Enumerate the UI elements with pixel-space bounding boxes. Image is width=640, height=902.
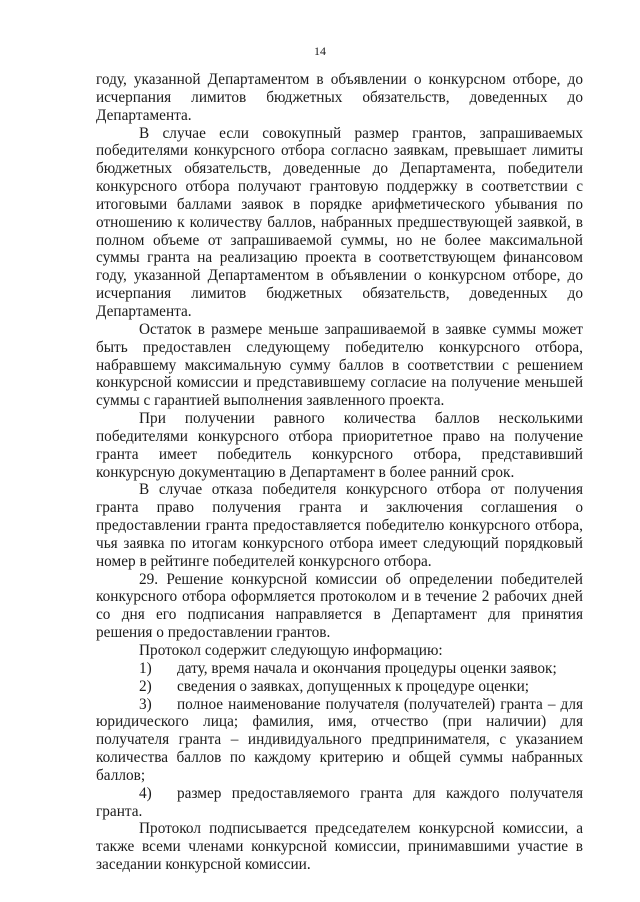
list-item-text: полное наименование получателя (получателей) гранта – для юридического лица; фамилия, имя, отчество (при наличии) для получателя гранта – индивидуального предпринимателя, с указанием количества баллов по каждому критерию и общей суммы набранных баллов; [96, 695, 583, 784]
list-item [96, 696, 583, 785]
list-item-number: 2) [139, 677, 152, 695]
paragraph-protocol-signing: Протокол подписывается председателем конкурсной комиссии, а также всеми членами конкурсной комиссии, принимавшими участие в заседании конкурсной комиссии. [96, 820, 583, 874]
list-item-text: дату, время начала и окончания процедуры оценки заявок; [177, 659, 557, 677]
list-item-number: 3) [139, 695, 152, 713]
paragraph-continuation: году, указанной Департаментом в объявлении о конкурсном отборе, до исчерпания лимитов бюджетных обязательств, доведенных до Департамента. [96, 71, 583, 124]
list-item [96, 678, 583, 696]
document-body [96, 71, 583, 874]
paragraph-clause-29: 29. Решение конкурсной комиссии об определении победителей конкурсного отбора оформляется протоколом и в течение 2 рабочих дней со дня его подписания направляется в Департамент для принятия решения о предоставлении грантов. [96, 570, 583, 642]
paragraph-refusal: В случае отказа победителя конкурсного отбора от получения гранта право получения гранта и заключения соглашения о предоставлении гранта предоставляется победителю конкурсного отбора, чья заявка по итогам конкурсного отбора имеет следующий порядковый номер в рейтинге победителей конкурсного отбора. [96, 481, 583, 570]
paragraph-protocol-intro: Протокол содержит следующую информацию: [139, 642, 443, 659]
paragraph-grant-limits: В случае если совокупный размер грантов, запрашиваемых победителями конкурсного отбора согласно заявкам, превышает лимиты бюджетных обязательств, доведенные до Департамента, победители конкурсного отбора получают грантовую поддержку в соответствии с итоговыми баллами заявок в порядке арифметического убывания по отношению к количеству баллов, набранных предшествующей заявкой, в полном объеме от запрашиваемой суммы, но не более максимальной суммы гранта на реализацию проекта в соответствующем финансовом году, указанной Департаментом в объявлении о конкурсном отборе, до исчерпания лимитов бюджетных обязательств, доведенных до Департамента. [96, 124, 583, 320]
list-item-number: 1) [139, 659, 152, 677]
page-number: 14 [314, 44, 326, 58]
list-item-number: 4) [139, 784, 152, 802]
list-item-text: сведения о заявках, допущенных к процедуре оценки; [177, 677, 530, 695]
paragraph-equal-points: При получении равного количества баллов несколькими победителями конкурсного отбора приоритетное право на получение гранта имеет победитель конкурсного отбора, представивший конкурсную документацию в Департамент в более ранний срок. [96, 410, 583, 481]
list-item [96, 660, 583, 678]
list-item [96, 785, 583, 821]
list-item-text: размер предоставляемого гранта для каждого получателя гранта. [96, 784, 583, 820]
paragraph-remainder: Остаток в размере меньше запрашиваемой в заявке суммы может быть предоставлен следующему победителю конкурсного отбора, набравшему максимальную сумму баллов в соответствии с решением конкурсной комиссии и представившему согласие на получение меньшей суммы с гарантией выполнения заявленного проекта. [96, 320, 583, 410]
